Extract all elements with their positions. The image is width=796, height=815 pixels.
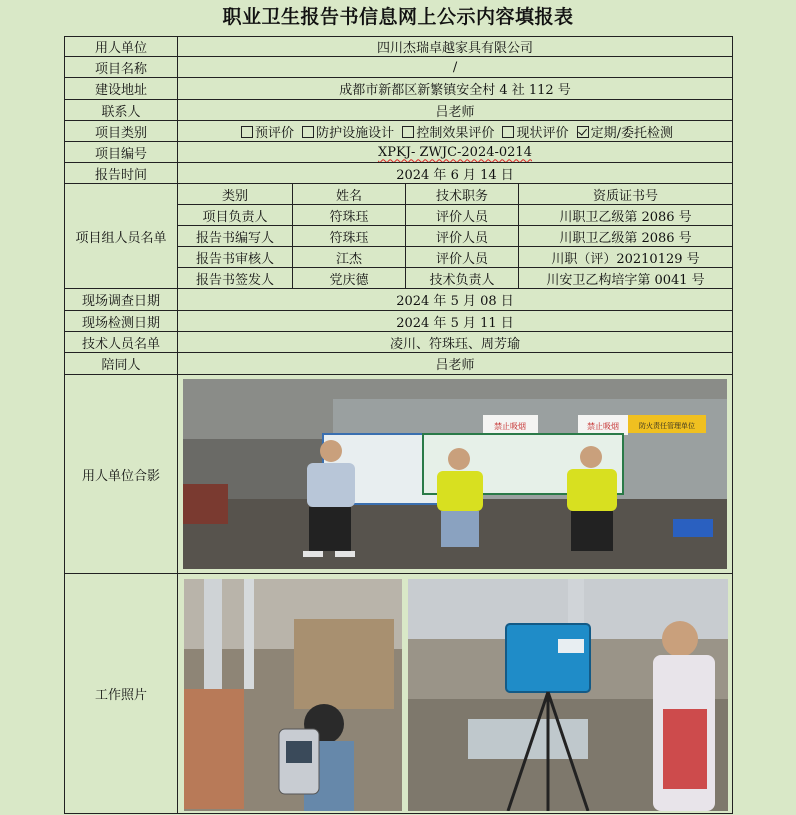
member-category: 报告书签发人 <box>178 268 293 289</box>
option-status-evaluation[interactable]: 现状评价 <box>498 126 568 141</box>
team-header-name: 姓名 <box>293 184 406 205</box>
sign-mid-text: 禁止吸烟 <box>587 422 619 431</box>
survey-date-label: 现场调查日期 <box>65 289 178 311</box>
project-name-label: 项目名称 <box>65 57 178 78</box>
option-periodic-detection[interactable]: 定期/委托检测 <box>573 126 673 141</box>
companion-value: 吕老师 <box>178 353 733 375</box>
member-cert: 川职（评）20210129 号 <box>519 247 733 268</box>
tech-staff-label: 技术人员名单 <box>65 332 178 353</box>
row-project-type <box>65 121 733 142</box>
row-contact <box>65 100 733 121</box>
option-protection-design[interactable]: 防护设施设计 <box>298 126 394 141</box>
member-cert: 川职卫乙级第 2086 号 <box>519 226 733 247</box>
row-group-photo <box>65 375 733 574</box>
report-time-value: 2024 年 6 月 14 日 <box>178 163 733 184</box>
member-title: 评价人员 <box>406 205 519 226</box>
row-detect-date <box>65 311 733 332</box>
work-photo-left <box>184 579 402 811</box>
contact-label: 联系人 <box>65 100 178 121</box>
report-time-label: 报告时间 <box>65 163 178 184</box>
companion-label: 陪同人 <box>65 353 178 375</box>
member-category: 项目负责人 <box>178 205 293 226</box>
row-companion <box>65 353 733 375</box>
row-project-name <box>65 57 733 78</box>
employer-label: 用人单位 <box>65 37 178 57</box>
team-label: 项目组人员名单 <box>65 184 178 289</box>
project-type-label: 项目类别 <box>65 121 178 142</box>
work-photo-right-image <box>408 579 728 811</box>
team-header-category: 类别 <box>178 184 293 205</box>
row-project-no <box>65 142 733 163</box>
address-value: 成都市新都区新繁镇安全村 4 社 112 号 <box>178 78 733 100</box>
project-no-label: 项目编号 <box>65 142 178 163</box>
project-type-options <box>178 121 733 142</box>
member-cert: 川职卫乙级第 2086 号 <box>519 205 733 226</box>
work-photo-right <box>408 579 728 811</box>
row-work-photos <box>65 574 733 814</box>
project-no-text: XPKJ- ZWJC-2024-0214 <box>378 144 532 160</box>
sign-left-text: 禁止吸烟 <box>494 422 526 431</box>
project-name-value: / <box>178 57 733 78</box>
member-name: 江杰 <box>293 247 406 268</box>
member-name: 党庆德 <box>293 268 406 289</box>
row-tech-staff <box>65 332 733 353</box>
option-pre-evaluation[interactable]: 预评价 <box>237 126 294 141</box>
group-photo-label: 用人单位合影 <box>65 375 178 574</box>
member-cert: 川安卫乙构培字第 0041 号 <box>519 268 733 289</box>
member-title: 评价人员 <box>406 226 519 247</box>
row-employer <box>65 37 733 57</box>
option-control-effect[interactable]: 控制效果评价 <box>398 126 494 141</box>
page-title: 职业卫生报告书信息网上公示内容填报表 <box>222 6 574 28</box>
member-category: 报告书编写人 <box>178 226 293 247</box>
row-address <box>65 78 733 100</box>
team-header-row <box>65 184 733 205</box>
row-survey-date <box>65 289 733 311</box>
disclosure-form-table <box>64 36 733 814</box>
employer-value: 四川杰瑞卓越家具有限公司 <box>178 37 733 57</box>
checked-checkbox-icon[interactable] <box>577 126 589 138</box>
checkbox-icon[interactable] <box>302 126 314 138</box>
row-report-time <box>65 163 733 184</box>
tech-staff-value: 凌川、符珠珏、周芳瑜 <box>178 332 733 353</box>
checkbox-icon[interactable] <box>241 126 253 138</box>
survey-date-value: 2024 年 5 月 08 日 <box>178 289 733 311</box>
work-photos-cell <box>178 574 733 814</box>
member-title: 评价人员 <box>406 247 519 268</box>
member-name: 符珠珏 <box>293 205 406 226</box>
address-label: 建设地址 <box>65 78 178 100</box>
detect-date-value: 2024 年 5 月 11 日 <box>178 311 733 332</box>
work-photo-left-image <box>184 579 402 811</box>
member-name: 符珠珏 <box>293 226 406 247</box>
member-title: 技术负责人 <box>406 268 519 289</box>
team-header-title: 技术职务 <box>406 184 519 205</box>
sign-right-text: 防火责任管理单位 <box>639 422 695 430</box>
project-no-value <box>178 142 733 163</box>
checkbox-icon[interactable] <box>402 126 414 138</box>
group-photo-cell <box>178 375 733 574</box>
checkbox-icon[interactable] <box>502 126 514 138</box>
detect-date-label: 现场检测日期 <box>65 311 178 332</box>
contact-value: 吕老师 <box>178 100 733 121</box>
team-header-cert: 资质证书号 <box>519 184 733 205</box>
work-photos-label: 工作照片 <box>65 574 178 814</box>
group-photo <box>183 379 727 569</box>
group-photo-image <box>183 379 727 569</box>
member-category: 报告书审核人 <box>178 247 293 268</box>
